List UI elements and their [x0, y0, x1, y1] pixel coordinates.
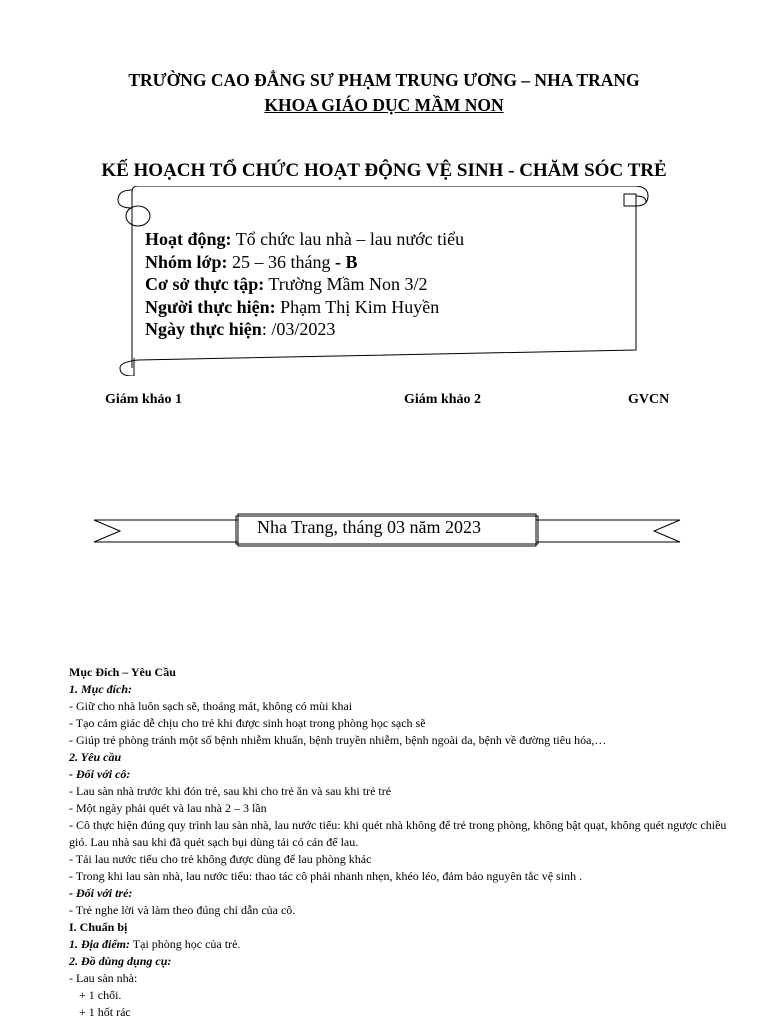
info-group: Nhóm lớp: 25 – 36 tháng - B — [145, 252, 358, 272]
list-item: - Một ngày phải quét và lau nhà 2 – 3 lần — [69, 801, 267, 815]
prep-heading: I. Chuẩn bị — [69, 920, 128, 934]
requirement-heading: 2. Yêu cầu — [69, 750, 122, 764]
teacher-heading: - Đối với cô: — [69, 767, 131, 781]
child-heading: - Đối với trẻ: — [69, 886, 133, 900]
school-name: TRƯỜNG CAO ĐẲNG SƯ PHẠM TRUNG ƯƠNG – NHA TRANG — [128, 70, 640, 90]
list-item: - Lau sàn nhà trước khi đón trẻ, sau khi cho trẻ ăn và sau khi trẻ trẻ — [69, 784, 392, 798]
judge-2: Giám khảo 2 — [404, 392, 482, 407]
list-item: - Cô thực hiện đúng quy trình lau sàn nhà, lau nước tiểu: khi quét nhà không để trẻ trong phòng, không bật quạt, không quét ngược chiều gió. Lau nhà sau khi đã quét sạch bụi dùng tải có cán để lau. — [69, 818, 727, 849]
section-title: Mục Đích – Yêu Cầu — [69, 665, 176, 679]
info-activity: Hoạt động: Tổ chức lau nhà – lau nước tiểu — [145, 229, 465, 249]
location-line: 1. Địa điểm: Tại phòng học của trẻ. — [69, 937, 241, 951]
info-place: Cơ sở thực tập: Trường Mầm Non 3/2 — [145, 274, 428, 294]
list-item: - Tải lau nước tiểu cho trẻ không được dùng để lau phòng khác — [69, 852, 372, 866]
homeroom-teacher: GVCN — [628, 392, 670, 407]
list-item: + 1 hốt rác — [79, 1005, 131, 1019]
list-item: - Trong khi lau sàn nhà, lau nước tiểu: thao tác cô phải nhanh nhẹn, khéo léo, đảm bảo nguyên tắc vệ sinh . — [69, 869, 583, 883]
list-item: - Giữ cho nhà luôn sạch sẽ, thoáng mát, không có mùi khai — [69, 699, 353, 713]
faculty-name: KHOA GIÁO DỤC MẦM NON — [264, 95, 504, 115]
info-person: Người thực hiện: Phạm Thị Kim Huyền — [145, 297, 440, 317]
tools-heading: 2. Đồ dùng dụng cụ: — [69, 954, 172, 968]
list-item: + 1 chổi. — [79, 988, 122, 1002]
judge-1: Giám khảo 1 — [105, 392, 183, 407]
purpose-heading: 1. Mục đích: — [69, 682, 132, 696]
plan-title: KẾ HOẠCH TỔ CHỨC HOẠT ĐỘNG VỆ SINH - CHĂM SÓC TRẺ — [101, 160, 667, 181]
list-item: - Trẻ nghe lời và làm theo đúng chỉ dẫn của cô. — [69, 903, 296, 917]
list-item: - Tạo cảm giác dễ chịu cho trẻ khi được sinh hoạt trong phòng học sạch sẽ — [69, 716, 426, 730]
list-item: - Lau sàn nhà: — [69, 971, 138, 985]
info-date: Ngày thực hiện: /03/2023 — [145, 319, 336, 339]
document-body — [69, 664, 729, 1021]
banner-date: Nha Trang, tháng 03 năm 2023 — [257, 517, 481, 537]
list-item: - Giúp trẻ phòng tránh một số bệnh nhiễm khuẩn, bệnh truyền nhiễm, bệnh ngoài da, bệnh về đường tiêu hóa,… — [69, 733, 607, 747]
